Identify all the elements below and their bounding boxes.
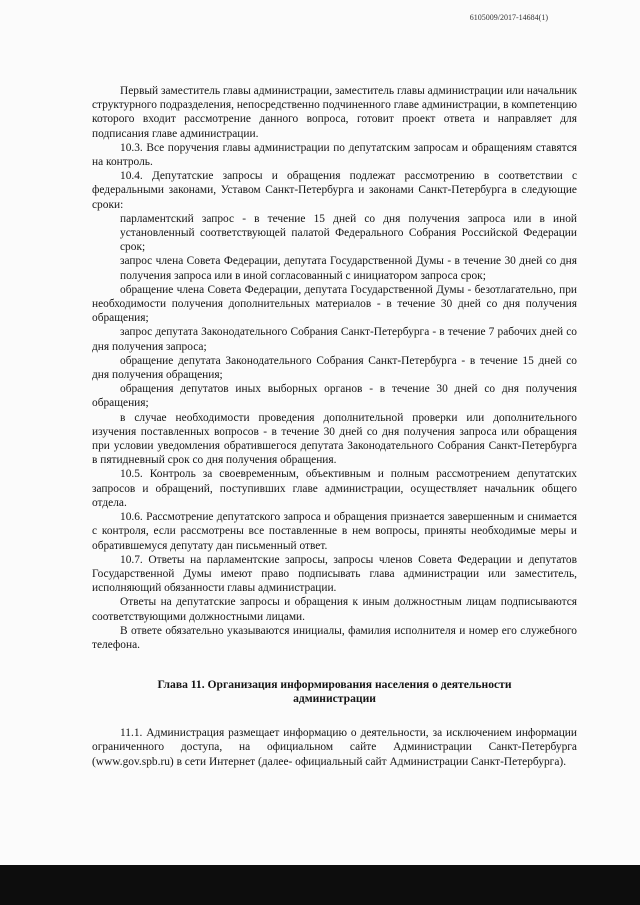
- paragraph-other-officials: Ответы на депутатские запросы и обращения к иным должностным лицам подписываются соответствующими должностными лицами.: [92, 596, 577, 623]
- term-additional-check: в случае необходимости проведения дополнительной проверки или дополнительного изучения поставленных вопросов - в течение 30 дней со дня получения запроса или обращения при условии уведомления обратившегося депутата Законодательного Собрания Санкт-Петербурга в пятидневный срок со дня получения обращения.: [92, 411, 577, 467]
- paragraph-first-deputy: Первый заместитель главы администрации, заместитель главы администрации или начальник структурного подразделения, непосредственно подчиненного главе администрации, в компетенцию которого входит рассмотрение данного вопроса, готовит проект ответа и направляет для подписания главе администрации.: [92, 85, 577, 140]
- paragraph-10-7: 10.7. Ответы на парламентские запросы, запросы членов Совета Федерации и депутатов Государственной Думы имеют право подписывать глава администрации или заместитель, исполняющий обязанности главы администрации.: [92, 553, 577, 595]
- paragraph-executor-info: В ответе обязательно указываются инициалы, фамилия исполнителя и номер его служебного телефона.: [92, 624, 577, 651]
- paragraph-10-6: 10.6. Рассмотрение депутатского запроса и обращения признается завершенным и снимается с контроля, если рассмотрены все поставленные в нем вопросы, приняты необходимые меры и обратившемуся депутату дан письменный ответ.: [92, 511, 577, 552]
- scan-bottom-edge: [0, 865, 640, 905]
- chapter-11-heading: [92, 678, 577, 706]
- term-federation-council-appeal: обращение члена Совета Федерации, депутата Государственной Думы - безотлагательно, при необходимости получения дополнительных материалов - в течение 30 дней со дня получения обращения;: [92, 283, 577, 325]
- document-id: 6105009/2017-14684(1): [469, 13, 548, 22]
- term-other-deputies-appeal: обращения депутатов иных выборных органов - в течение 30 дней со дня получения обращения;: [92, 383, 577, 410]
- paragraph-10-5: 10.5. Контроль за своевременным, объективным и полным рассмотрением депутатских запросов и обращений, поступивших главе администрации, осуществляет начальник общего отдела.: [92, 468, 577, 509]
- term-legislative-assembly-request: запрос депутата Законодательного Собрания Санкт-Петербурга - в течение 7 рабочих дней со дня получения запроса;: [92, 326, 577, 353]
- paragraph-10-3: 10.3. Все поручения главы администрации по депутатским запросам и обращениям ставятся на контроль.: [92, 141, 577, 169]
- term-legislative-assembly-appeal: обращение депутата Законодательного Собрания Санкт-Петербурга - в течение 15 дней со дня получения обращения;: [92, 354, 577, 382]
- term-parliamentary-request: парламентский запрос - в течение 15 дней со дня получения запроса или в иной установленный соответствующей палатой Федерального Собрания Российской Федерации срок;: [120, 212, 577, 254]
- term-federation-council-request: запрос члена Совета Федерации, депутата Государственной Думы - в течение 30 дней со дня получения запроса или в иной согласованный с инициатором запроса срок;: [120, 255, 577, 282]
- paragraph-10-4: 10.4. Депутатские запросы и обращения подлежат рассмотрению в соответствии с федеральными законами, Уставом Санкт-Петербурга и законами Санкт-Петербурга в следующие сроки:: [92, 170, 577, 211]
- paragraph-11-1: 11.1. Администрация размещает информацию о деятельности, за исключением информации ограниченного доступа, на официальном сайте Администрации Санкт-Петербурга (www.gov.spb.ru) в сети Интернет (далее- официальный сайт Администрации Санкт-Петербурга).: [92, 727, 577, 768]
- chapter-11-title-line1: Глава 11. Организация информирования населения о деятельности: [157, 678, 512, 692]
- chapter-11-title-line2: администрации: [293, 692, 376, 706]
- document-body: [92, 84, 577, 769]
